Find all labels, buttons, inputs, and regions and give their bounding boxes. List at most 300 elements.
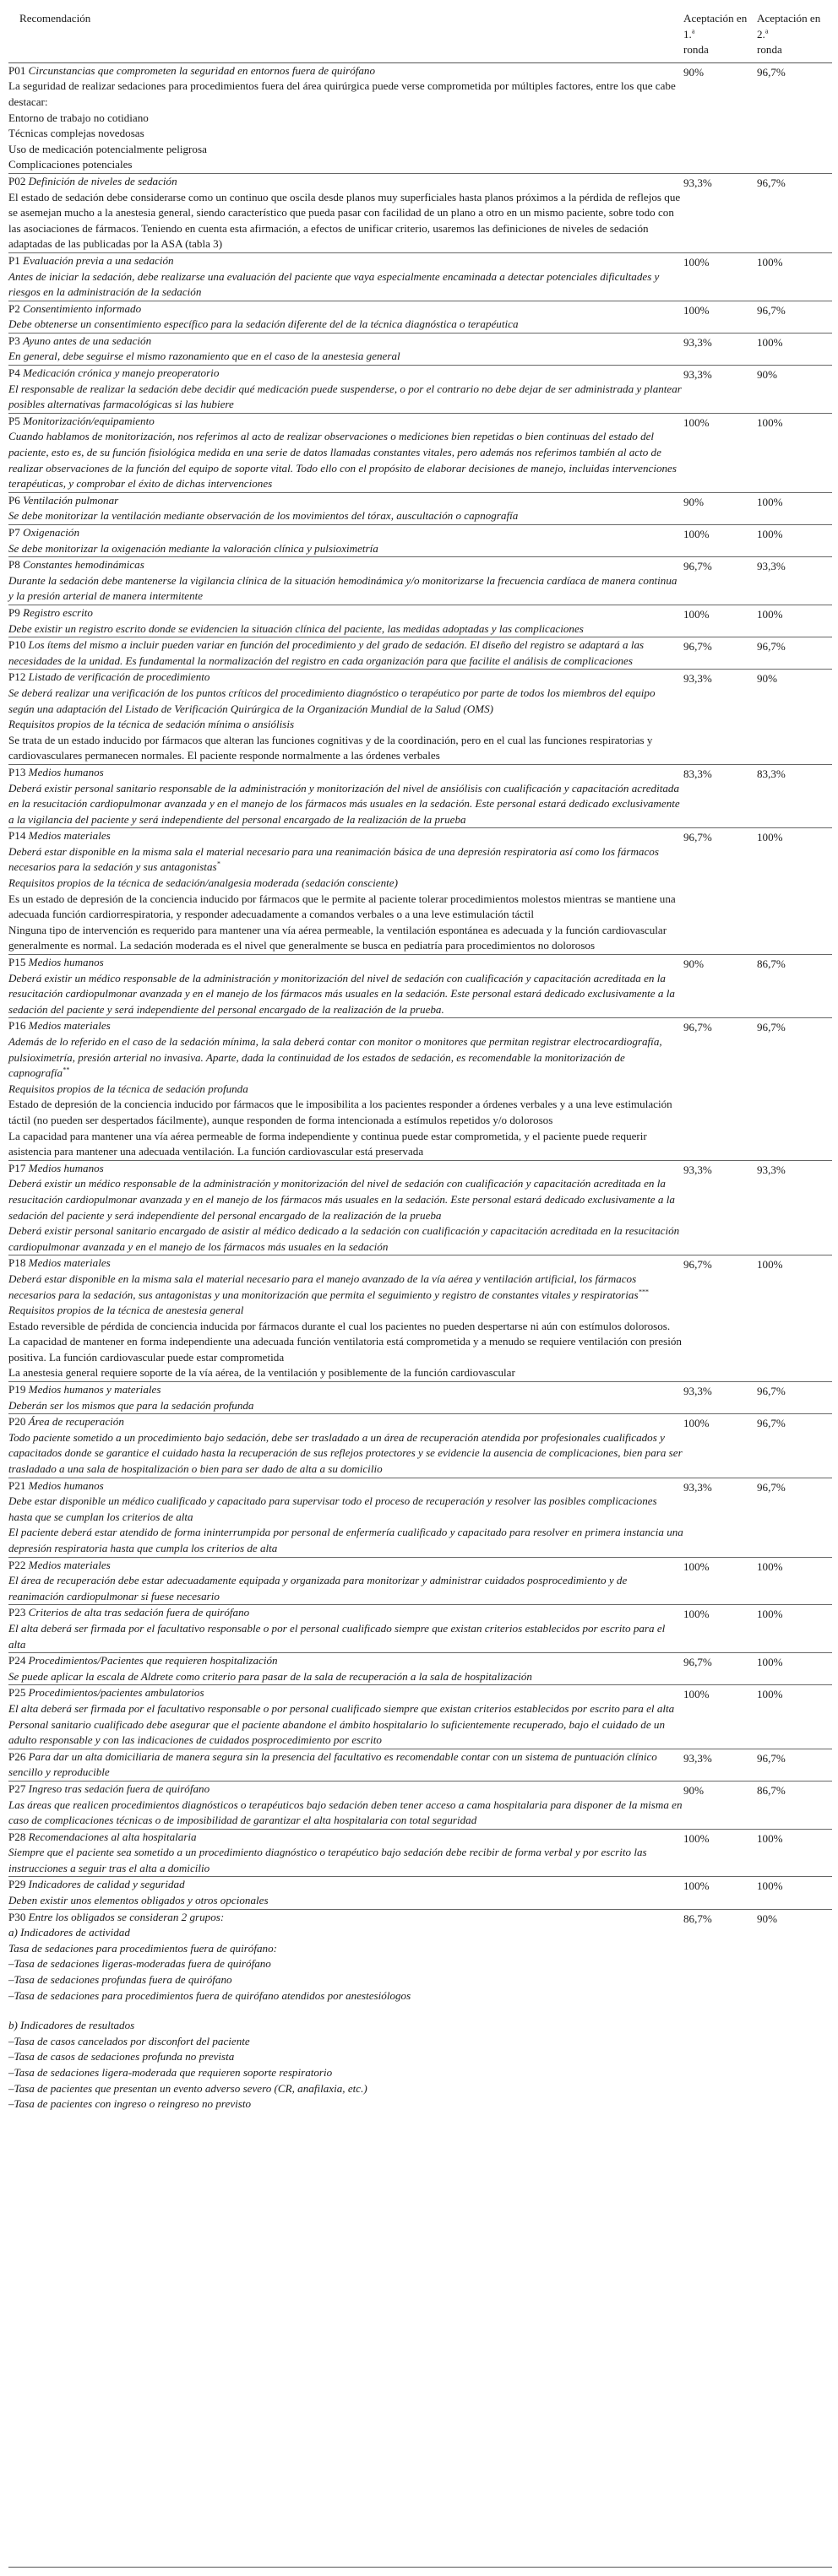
acceptance-round-1: 93,3% (683, 173, 757, 252)
text-run: Las áreas que realicen procedimientos diagnósticos o terapéuticos bajo sedación deben tener acceso a cama hospitalaria para disponer de la misma en caso de complicaciones técnicas o de imposibilidad de garantizar el alta hospitalaria con total seguridad (8, 1798, 683, 1827)
description-text (8, 157, 683, 173)
table-row (8, 1749, 832, 1781)
text-run: –Tasa de pacientes con ingreso o reingreso no previsto (8, 2097, 252, 2111)
acceptance-round-2: 96,7% (757, 637, 832, 670)
recommendation-cell (8, 1829, 683, 1877)
text-run: Requisitos propios de la técnica de sedación profunda (8, 1082, 248, 1095)
acceptance-round-2: 100% (757, 1829, 832, 1877)
recommendation-code: P28 (8, 1830, 26, 1843)
recommendation-title: Área de recuperación (28, 1415, 124, 1429)
text-run: –Tasa de sedaciones ligera-moderada que requieren soporte respiratorio (8, 2066, 333, 2079)
recommendation-heading (8, 366, 683, 382)
text-run: El estado de sedación debe considerarse como un continuo que oscila desde planos muy superficiales hasta planos próximos a la pérdida de reflejos que se asemejan mucho a la anestesia general, siendo característico que pueda pasar con facilidad de un plano a otro en un mismo paciente, sobre todo con las asociaciones de fármacos. Teniendo en cuenta esta afirmación, a efectos de unificar criterio, usaremos las definiciones de niveles de sedación adaptadas de las publicadas por la ASA (tabla 3) (8, 190, 681, 251)
table-row (8, 637, 832, 670)
recommendation-text (8, 1988, 683, 2004)
recommendation-cell (8, 1781, 683, 1829)
recommendation-title: Medios materiales (28, 1558, 111, 1571)
text-run: Uso de medicación potencialmente peligrosa (8, 142, 207, 155)
recommendation-code: P13 (8, 765, 26, 778)
acceptance-round-2: 96,7% (757, 65, 786, 79)
description-text (8, 1365, 683, 1381)
recommendation-code: P19 (8, 1383, 26, 1396)
recommendation-code: P12 (8, 670, 26, 684)
acceptance-round-1: 100% (683, 1414, 757, 1478)
acceptance-round-2: 96,7% (757, 1414, 832, 1478)
text-run: Estado reversible de pérdida de conciencia inducida por fármacos durante el cual los pacientes no pueden despertarse ni aún con estímulos dolorosos. La capacidad de mantener en forma independiente una adecuada función ventilatoria está comprometida y a menudo se requiere ventilación con presión positiva. La función cardiovascular puede estar comprometida (8, 1319, 682, 1364)
recommendation-title: Registro escrito (23, 605, 93, 619)
acceptance-round-2: 96,7% (757, 301, 832, 333)
recommendation-heading (8, 1877, 683, 1893)
text-run: Todo paciente sometido a un procedimiento bajo sedación, debe ser trasladado a un área de recuperación atendida por profesionales cualificados y capacitados donde se garantice el cuidado hasta la recuperación de sus reflejos protectores y se evidencie la ausencia de complicaciones, bien para ser trasladado a una sala de hospitalización o bien para ser dado de alta a su domicilio (8, 1430, 683, 1476)
header-recommendation: Recomendación (8, 11, 683, 62)
acceptance-round-2: 100% (757, 1557, 832, 1605)
recommendation-code: P20 (8, 1415, 26, 1429)
text-run: Además de lo referido en el caso de la sedación mínima, la sala deberá contar con monitor o monitores que permitan registrar electrocardiografía, pulsioximetría, presión arterial no invasiva. Aparte, dada la continuidad de los estados de sedación, es recomendable la monitorización de capnografía (8, 1035, 662, 1080)
acceptance-round-1: 96,7% (683, 1255, 757, 1382)
acceptance-round-2: 90% (757, 670, 832, 765)
recommendation-text (8, 1845, 683, 1876)
table-row (8, 1685, 832, 1749)
recommendation-cell (8, 301, 683, 333)
recommendation-code: P27 (8, 1782, 26, 1795)
recommendation-cell (8, 62, 683, 173)
acceptance-round-1: 93,3% (683, 1749, 757, 1781)
recommendation-heading (8, 1382, 683, 1398)
recommendation-cell (8, 1749, 683, 1781)
recommendation-cell (8, 1414, 683, 1478)
table-row (8, 828, 832, 955)
text-run: Requisitos propios de la técnica de sedación/analgesia moderada (sedación consciente) (8, 876, 398, 890)
text-run: Se deberá realizar una verificación de los puntos críticos del procedimiento diagnóstico o terapéutico por parte de todos los miembros del equipo según una adaptación del Listado de Verificación Quirúrgica de la Organización Mundial de la Salud (OMS) (8, 686, 656, 715)
recommendation-cell (8, 492, 683, 524)
recommendation-title: Medios materiales (28, 1019, 111, 1033)
recommendation-code: P26 (8, 1749, 26, 1763)
recommendation-heading (8, 414, 683, 430)
acceptance-round-2: 100% (757, 1685, 832, 1749)
text-run: Cuando hablamos de monitorización, nos referimos al acto de realizar observaciones o mediciones bien repetidas o bien continuas del estado del paciente, esto es, de su función fisiológica medida en una serie de datos llamadas constantes vitales, pero además nos referimos también al acto de realizar observaciones de la función del equipo de soporte vital. Todo ello con el propósito de elaborar decisiones de manejo, incluidas intervenciones terapéuticas, y comprobar el éxito de dichas intervenciones (8, 430, 677, 491)
acceptance-round-2: 96,7% (757, 173, 832, 252)
acceptance-round-2: 96,7% (757, 1382, 832, 1414)
acceptance-round-1: 100% (683, 1557, 757, 1605)
acceptance-round-1: 100% (683, 1685, 757, 1749)
recommendation-cell (8, 1018, 683, 1160)
recommendation-text (8, 1398, 683, 1414)
recommendation-code: P01 (8, 63, 26, 77)
recommendation-heading (8, 1685, 683, 1701)
text-run: Deben existir unos elementos obligados y otros opcionales (8, 1894, 269, 1907)
recommendation-heading (8, 1018, 683, 1034)
acceptance-round-2: 100% (757, 252, 832, 301)
text-run: –Tasa de sedaciones para procedimientos fuera de quirófano atendidos por anestesiólogos (8, 1988, 411, 2002)
text-run: Se debe monitorizar la ventilación mediante observación de los movimientos del tórax, auscultación o capnografía (8, 509, 519, 523)
recommendation-heading (8, 605, 683, 621)
recommendation-code: P30 (8, 1910, 26, 1923)
text-run: Deberá estar disponible en la misma sala el material necesario para el manejo avanzado de la vía aérea y ventilación artificial, los fármacos necesarios para la sedación, sus antagonistas y una monitorización que permita el seguimiento y registro de constantes vitales y respiratorias (8, 1272, 639, 1301)
recommendation-title: Ayuno antes de una sedación (23, 334, 152, 347)
recommendation-code: P3 (8, 334, 20, 347)
table-row (8, 413, 832, 492)
table-row (8, 557, 832, 605)
recommendation-cell (8, 525, 683, 557)
text-run: La seguridad de realizar sedaciones para procedimientos fuera del área quirúrgica puede verse comprometida por múltiples factores, entre los que cabe destacar: (8, 79, 676, 108)
acceptance-round-2: 100% (757, 1653, 832, 1685)
recommendation-title: Oxigenación (23, 526, 80, 539)
acceptance-round-2: 100% (757, 1877, 832, 1909)
description-text (8, 1097, 683, 1128)
recommendation-title: Medios materiales (28, 1256, 111, 1270)
acceptance-round-2: 100% (757, 1605, 832, 1653)
recommendation-text (8, 2081, 683, 2097)
recommendation-code: P4 (8, 366, 20, 380)
recommendation-text (8, 317, 683, 333)
recommendation-cell (8, 1382, 683, 1414)
text-run: Durante la sedación debe mantenerse la vigilancia clínica de la situación hemodinámica y/o monitorizarse la frecuencia cardíaca de manera continua y la presión arterial de manera intermitente (8, 573, 677, 603)
acceptance-round-1: 100% (683, 1829, 757, 1877)
recommendations-table (8, 11, 832, 2112)
text-run: Técnicas complejas novedosas (8, 127, 144, 140)
recommendation-text (8, 1494, 683, 1525)
recommendation-cell (8, 670, 683, 765)
recommendation-text (8, 1223, 683, 1255)
recommendation-code: P6 (8, 493, 20, 507)
table-row (8, 173, 832, 252)
recommendation-code: P17 (8, 1161, 26, 1174)
recommendation-title: Constantes hemodinámicas (23, 558, 144, 572)
recommendation-heading (8, 1161, 683, 1177)
acceptance-round-2: 93,3% (757, 557, 832, 605)
recommendation-code: P7 (8, 526, 20, 539)
acceptance-round-1: 93,3% (683, 670, 757, 765)
text-run: El responsable de realizar la sedación debe decidir qué medicación puede suspenderse, o por el contrario no debe dejar de ser administrada y plantear posibles alternativas farmacológicas si las hubiere (8, 382, 682, 411)
recommendation-title: Entre los obligados se consideran 2 grupos: (28, 1910, 225, 1923)
text-run: Personal sanitario cualificado debe asegurar que el paciente abandone el ámbito hospitalario lo suficientemente recuperado, bajo el cuidado de un adulto responsable y con las indicaciones de cuidados posprocedimiento por escrito (8, 1717, 666, 1747)
text-run: –Tasa de sedaciones profundas fuera de quirófano (8, 1973, 232, 1987)
recommendation-title: Ventilación pulmonar (23, 493, 119, 507)
acceptance-round-1: 93,3% (683, 1478, 757, 1557)
recommendation-heading (8, 493, 683, 509)
acceptance-round-1: 93,3% (683, 1382, 757, 1414)
acceptance-round-1: 90% (683, 1781, 757, 1829)
text-run: El alta deberá ser firmada por el facultativo responsable o por personal cualificado siempre que existan criterios establecidos por escrito para el alta (8, 1701, 675, 1715)
recommendation-heading (8, 1749, 683, 1781)
recommendation-cell (8, 764, 683, 827)
acceptance-round-1: 100% (683, 525, 757, 557)
recommendation-code: P25 (8, 1686, 26, 1700)
recommendation-text (8, 1176, 683, 1223)
description-text (8, 190, 683, 252)
recommendation-text (8, 717, 683, 733)
table-body (8, 62, 832, 2112)
recommendation-title: Medios humanos (28, 1478, 104, 1492)
recommendation-text (8, 876, 683, 892)
table-row (8, 605, 832, 637)
recommendation-code: P1 (8, 253, 20, 267)
acceptance-round-2: 100% (757, 333, 832, 365)
recommendation-title: Procedimientos/Pacientes que requieren hospitalización (28, 1654, 278, 1668)
description-text (8, 111, 683, 127)
recommendation-code: P24 (8, 1654, 26, 1668)
text-run: –Tasa de pacientes que presentan un evento adverso severo (CR, anafilaxia, etc.) (8, 2081, 367, 2095)
recommendation-heading (8, 1605, 683, 1621)
recommendation-title: Indicadores de calidad y seguridad (28, 1878, 185, 1891)
recommendation-text (8, 1941, 683, 1957)
text-run: Debe existir un registro escrito donde se evidencien la situación clínica del paciente, las medidas adoptadas y las complicaciones (8, 621, 584, 635)
table-row (8, 1781, 832, 1829)
table-row (8, 333, 832, 365)
footnote-marker: ** (63, 1066, 70, 1074)
table-row (8, 1909, 832, 2112)
description-text (8, 1129, 683, 1160)
acceptance-round-1: 100% (683, 301, 757, 333)
acceptance-round-1: 90% (683, 955, 757, 1018)
recommendation-text (8, 508, 683, 524)
acceptance-round-1: 90% (683, 492, 757, 524)
acceptance-round-2: 96,7% (757, 1018, 832, 1160)
recommendation-title: Medios humanos (28, 956, 104, 969)
recommendation-code: P14 (8, 829, 26, 843)
acceptance-round-2: 96,7% (757, 1749, 832, 1781)
recommendation-heading (8, 828, 683, 844)
table-row (8, 1255, 832, 1382)
table-row (8, 492, 832, 524)
recommendation-text (8, 1925, 683, 1941)
acceptance-round-1: 93,3% (683, 1160, 757, 1255)
recommendation-cell (8, 1653, 683, 1685)
recommendation-text (8, 1717, 683, 1749)
table-row (8, 366, 832, 414)
recommendation-text (8, 2096, 683, 2112)
acceptance-round-1: 90% (683, 65, 705, 79)
recommendation-cell (8, 413, 683, 492)
recommendation-cell (8, 955, 683, 1018)
text-run: a) Indicadores de actividad (8, 1926, 130, 1939)
acceptance-round-1: 83,3% (683, 764, 757, 827)
text-run: Deberá estar disponible en la misma sala el material necesario para una reanimación básica de una depresión respiratoria así como los fármacos necesarios para la sedación y sus antagonistas (8, 844, 659, 874)
table-row (8, 1877, 832, 1909)
recommendation-text (8, 1669, 683, 1685)
text-run: Requisitos propios de la técnica de sedación mínima o ansiólisis (8, 718, 295, 731)
table-row (8, 764, 832, 827)
text-run: La capacidad para mantener una vía aérea permeable de forma independiente y continua puede estar comprometida, y el paciente puede requerir asistencia para mantener una adecuada ventilación. La función cardiovascular está preservada (8, 1129, 647, 1158)
acceptance-round-1: 96,7% (683, 828, 757, 955)
acceptance-round-2: 100% (757, 605, 832, 637)
recommendation-text (8, 429, 683, 491)
recommendation-text (8, 1430, 683, 1478)
text-run: Se puede aplicar la escala de Aldrete como criterio para pasar de la sala de recuperación a la sala de hospitalización (8, 1669, 532, 1683)
text-run: –Tasa de casos de sedaciones profunda no prevista (8, 2050, 235, 2064)
acceptance-round-1: 100% (683, 1605, 757, 1653)
recommendation-heading (8, 1255, 683, 1272)
recommendation-heading (8, 253, 683, 269)
recommendation-title: Medicación crónica y manejo preoperatorio (23, 366, 220, 380)
recommendation-title: Para dar un alta domiciliaria de manera segura sin la presencia del facultativo es recomendable contar con un sistema de puntuación clínico sencillo y reproducible (8, 1749, 657, 1779)
recommendation-cell (8, 1685, 683, 1749)
recommendation-code: P15 (8, 956, 26, 969)
recommendation-heading (8, 301, 683, 317)
recommendation-heading (8, 670, 683, 686)
recommendation-text (8, 2065, 683, 2081)
recommendation-text (8, 1798, 683, 1829)
recommendation-text (8, 2049, 683, 2065)
text-run: Es un estado de depresión de la conciencia inducido por fármacos que le permite al paciente tolerar procedimientos molestos mientras se mantiene una adecuada función cardiorrespiratoria, y responder adecuadamente a comandos verbales o a una leve estimulación táctil (8, 892, 676, 921)
recommendation-text (8, 269, 683, 301)
footnote-marker: * (216, 860, 220, 869)
recommendation-code: P29 (8, 1878, 26, 1891)
recommendation-cell (8, 1557, 683, 1605)
recommendation-text (8, 1525, 683, 1556)
text-run: Deberá existir personal sanitario responsable de la administración y monitorización del nivel de ansiólisis con cualificación y capacitación acreditada en la resucitación cardiopulmonar avanzada y en el manejo de los fármacos más usuales en la sedación. Este personal estará dedicado exclusivamente a la vigilancia del paciente y será independiente del personal encargado de la realización de la prueba (8, 781, 680, 826)
recommendation-cell (8, 605, 683, 637)
recommendation-code: P8 (8, 558, 20, 572)
acceptance-round-2: 100% (757, 492, 832, 524)
recommendation-text (8, 1893, 683, 1909)
text-run: La anestesia general requiere soporte de la vía aérea, de la ventilación y posiblemente de la función cardiovascular (8, 1366, 515, 1380)
header-round-2: Aceptación en 2.$^a$ ronda (757, 11, 832, 62)
recommendation-heading (8, 557, 683, 573)
recommendation-title: Definición de niveles de sedación (28, 174, 177, 187)
recommendation-text (8, 1303, 683, 1319)
recommendation-text (8, 541, 683, 557)
recommendation-text (8, 1621, 683, 1652)
recommendation-text (8, 1956, 683, 1972)
acceptance-round-1: 86,7% (683, 1909, 757, 2112)
acceptance-round-1: 93,3% (683, 333, 757, 365)
recommendation-code: P22 (8, 1558, 26, 1571)
table-row (8, 1414, 832, 1478)
acceptance-round-2: 100% (757, 413, 832, 492)
recommendation-title: Evaluación previa a una sedación (23, 253, 174, 267)
text-run: Complicaciones potenciales (8, 158, 133, 171)
recommendation-heading (8, 334, 683, 350)
recommendation-text (8, 2018, 683, 2034)
recommendation-code: P10 (8, 638, 26, 652)
acceptance-round-2: 86,7% (757, 1781, 832, 1829)
recommendation-text (8, 781, 683, 828)
recommendation-text (8, 2034, 683, 2050)
recommendation-title: Ingreso tras sedación fuera de quirófano (28, 1782, 210, 1795)
acceptance-round-2: 93,3% (757, 1160, 832, 1255)
acceptance-round-2: 86,7% (757, 955, 832, 1018)
table-row (8, 1605, 832, 1653)
recommendation-text (8, 349, 683, 365)
recommendation-cell (8, 1160, 683, 1255)
recommendation-title: Circunstancias que comprometen la seguridad en entornos fuera de quirófano (28, 63, 376, 77)
text-run: En general, debe seguirse el mismo razonamiento que en el caso de la anestesia general (8, 350, 400, 363)
table-bottom-rule (8, 2567, 832, 2568)
table-row (8, 1653, 832, 1685)
recommendation-heading (8, 1414, 683, 1430)
recommendation-text (8, 382, 683, 413)
text-run: Debe estar disponible un médico cualificado y capacitado para supervisar todo el proceso de recuperación y resolver las posibles complicaciones hasta que se cumplan los criterios de alta (8, 1494, 657, 1523)
acceptance-round-2: 100% (757, 525, 832, 557)
description-text (8, 142, 683, 158)
recommendation-text (8, 1972, 683, 1988)
description-text (8, 923, 683, 954)
table-row (8, 1382, 832, 1414)
recommendation-code: P02 (8, 174, 26, 187)
recommendation-code: P2 (8, 301, 20, 315)
recommendation-heading (8, 1558, 683, 1574)
recommendation-heading (8, 1830, 683, 1846)
text-run: Deberá existir personal sanitario encargado de asistir al médico dedicado a la sedación con cualificación y capacitación acreditada en la resucitación cardiopulmonar avanzada y en el manejo de los fármacos más usuales en la sedación (8, 1224, 680, 1253)
recommendation-cell (8, 252, 683, 301)
recommendation-cell (8, 173, 683, 252)
recommendation-heading (8, 63, 683, 79)
text-run: Requisitos propios de la técnica de anestesia general (8, 1304, 244, 1317)
text-run: Debe obtenerse un consentimiento específico para la sedación diferente del de la técnica diagnóstica o terapéutica (8, 317, 519, 331)
recommendation-code: P5 (8, 414, 20, 427)
text-run: El área de recuperación debe estar adecuadamente equipada y organizada para monitorizar y administrar cuidados posprocedimiento y de reanimación cardiopulmonar si fuese necesario (8, 1574, 628, 1603)
recommendation-cell (8, 1255, 683, 1382)
recommendation-text (8, 1034, 683, 1082)
table-row (8, 1018, 832, 1160)
acceptance-round-2: 100% (757, 1255, 832, 1382)
recommendation-title: Listado de verificación de procedimiento (28, 670, 210, 684)
table-header-row (8, 11, 832, 62)
acceptance-round-2: 90% (757, 1909, 832, 2112)
recommendation-code: P16 (8, 1019, 26, 1033)
recommendation-code: P23 (8, 1606, 26, 1619)
acceptance-round-1: 100% (683, 413, 757, 492)
acceptance-round-1: 96,7% (683, 1653, 757, 1685)
table-row (8, 670, 832, 765)
recommendation-heading (8, 1653, 683, 1669)
recommendation-cell (8, 1478, 683, 1557)
recommendation-title: Medios materiales (28, 829, 111, 843)
text-run: Se trata de un estado inducido por fármacos que alteran las funciones cognitivas y de la coordinación, pero en el cual las funciones respiratorias y cardiovasculares permanecen normales. El paciente responde normalmente a las órdenes verbales (8, 733, 653, 762)
acceptance-round-1: 100% (683, 605, 757, 637)
text-run: El paciente deberá estar atendido de forma ininterrumpida por personal de enfermería cualificado y capacitado para resolver en primera instancia una depresión respiratoria hasta que cumpla los criterios de alta (8, 1526, 683, 1554)
description-text (8, 126, 683, 142)
recommendation-cell (8, 1909, 683, 2112)
recommendation-title: Procedimientos/pacientes ambulatorios (28, 1686, 204, 1700)
recommendation-cell (8, 1877, 683, 1909)
acceptance-round-1: 96,7% (683, 557, 757, 605)
recommendation-title: Medios humanos (28, 765, 104, 778)
footnote-marker: *** (638, 1288, 649, 1296)
description-text (8, 892, 683, 923)
recommendation-title: Criterios de alta tras sedación fuera de quirófano (28, 1606, 250, 1619)
recommendation-heading (8, 174, 683, 190)
text-run: –Tasa de casos cancelados por disconfort del paciente (8, 2034, 250, 2047)
recommendation-heading (8, 1478, 683, 1494)
acceptance-round-1: 96,7% (683, 1018, 757, 1160)
description-text (8, 733, 683, 764)
recommendation-cell (8, 557, 683, 605)
recommendation-code: P21 (8, 1478, 26, 1492)
acceptance-round-2: 83,3% (757, 764, 832, 827)
text-run: Tasa de sedaciones para procedimientos fuera de quirófano: (8, 1941, 277, 1955)
table-row (8, 525, 832, 557)
recommendation-heading (8, 1782, 683, 1798)
text-run: El alta deberá ser firmada por el facultativo responsable o por el personal cualificado siempre que existan criterios establecidos por escrito para el alta (8, 1621, 666, 1651)
table-row (8, 1557, 832, 1605)
table-row (8, 1160, 832, 1255)
table-row (8, 252, 832, 301)
recommendation-heading (8, 637, 683, 669)
recommendation-title: Recomendaciones al alta hospitalaria (28, 1830, 197, 1843)
recommendation-cell (8, 637, 683, 670)
table-row (8, 955, 832, 1018)
text-run: Estado de depresión de la conciencia inducido por fármacos que le imposibilita a los pacientes responder a órdenes verbales y a una leve estimulación táctil (no pueden ser despertados fácilmente), aunque responden de forma intencionada a estímulos repetidos y/o dolorosos (8, 1098, 672, 1126)
recommendation-text (8, 1082, 683, 1098)
recommendation-text (8, 1573, 683, 1604)
text-run: Deberá existir un médico responsable de la administración y monitorización del nivel de sedación con cualificación y capacitación acreditada en la resucitación cardiopulmonar avanzada y en el manejo de los fármacos más usuales en la sedación. Este personal estará dedicado exclusivamente a la sedación del paciente y será independiente del personal encargado de la realización de la prueba. (8, 971, 675, 1016)
text-run: Deberán ser los mismos que para la sedación profunda (8, 1398, 254, 1412)
recommendation-text (8, 686, 683, 717)
recommendation-text (8, 844, 683, 876)
acceptance-round-1: 100% (683, 252, 757, 301)
